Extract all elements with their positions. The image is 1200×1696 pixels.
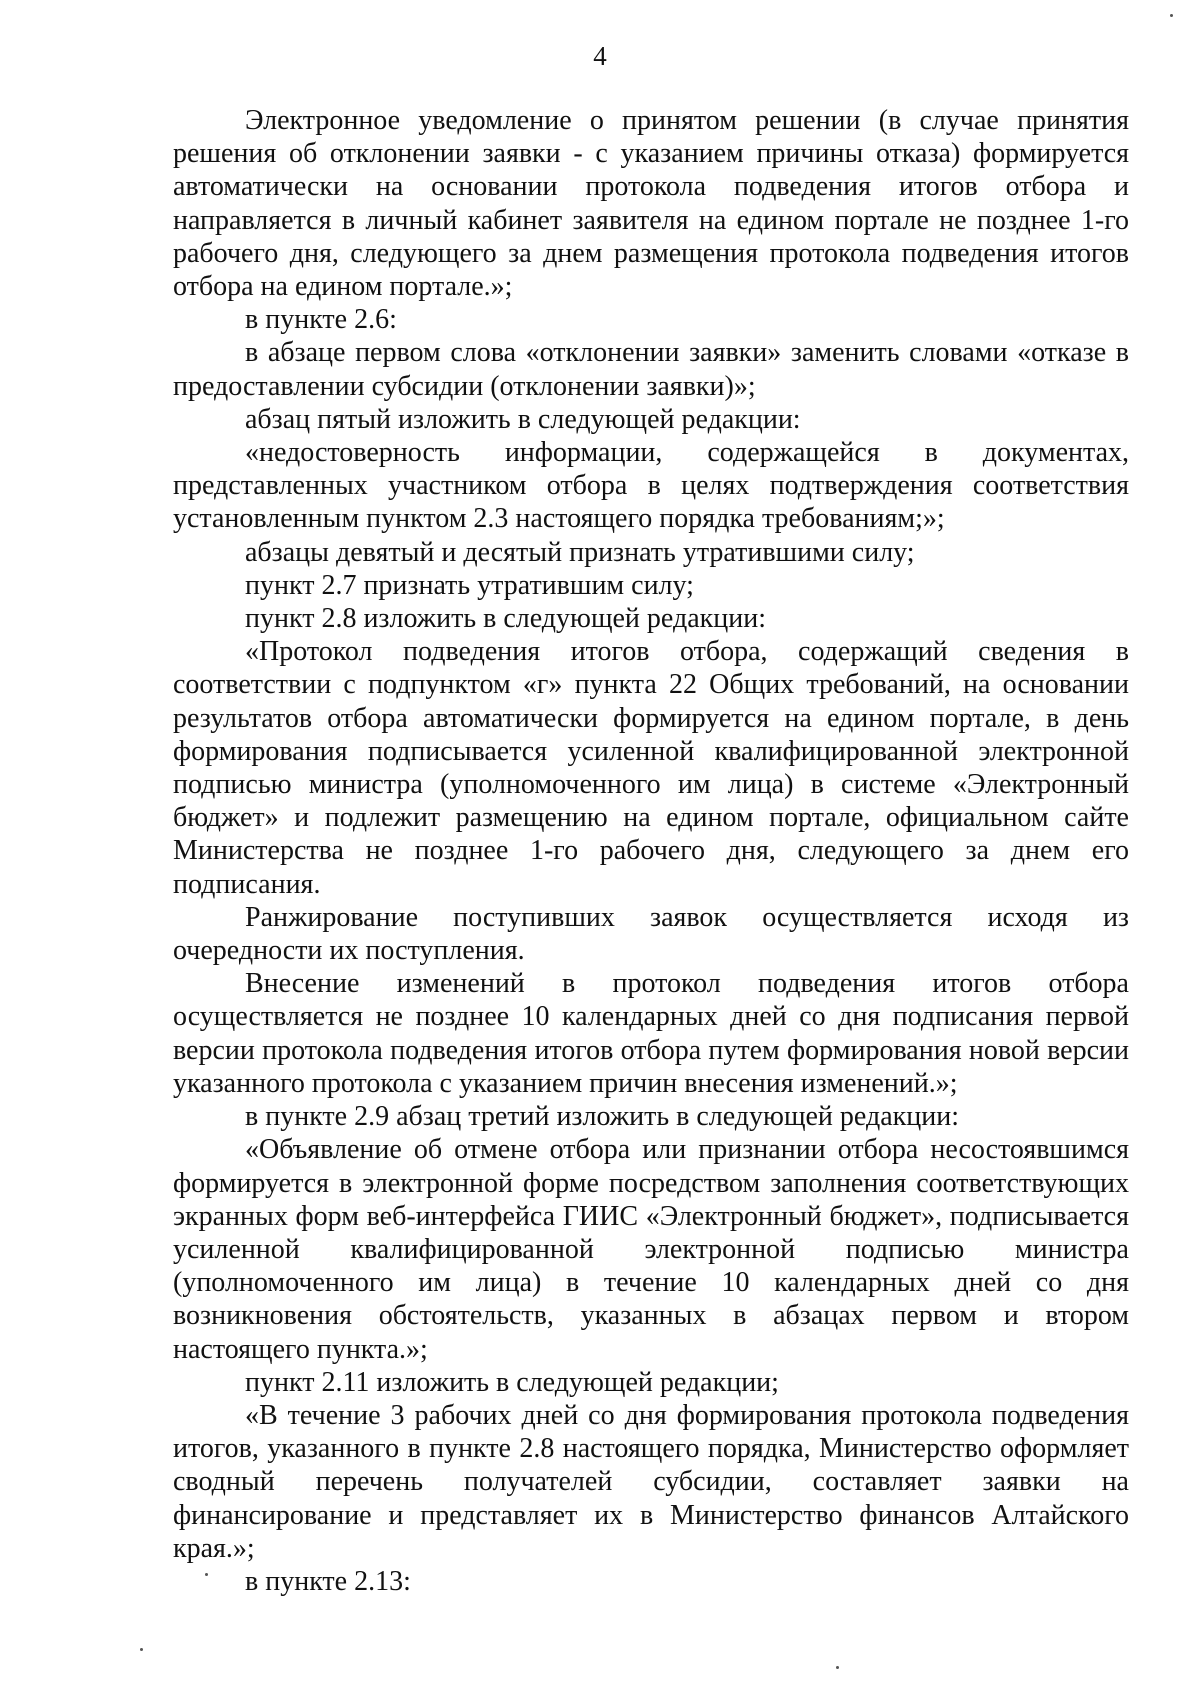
paragraph-unreliability: «недостоверность информации, содержащейся в документах, представленных участником отбора в целях подтверждения соответствия установленным пунктом 2.3 настоящего порядка требованиям;»; (173, 437, 1129, 535)
paragraph-cancellation: «Объявление об отмене отбора или признании отбора несостоявшимся формируется в электронной форме посредством заполнения соответствующих экранных форм веб-интерфейса ГИИС «Электронный бюджет», подписывается усиленной квалифицированной электронной подписью министра (уполномоченного им лица) в течение 10 календарных дней со дня возникновения обстоятельств, указанных в абзацах первом и втором настоящего пункта.»; (173, 1134, 1129, 1365)
paragraph-ranking: Ранжирование поступивших заявок осуществляется исходя из очередности их поступления. (173, 901, 1129, 967)
paragraph-three-days: «В течение 3 рабочих дней со дня формирования протокола подведения итогов, указанного в пункте 2.8 настоящего порядка, Министерство оформляет сводный перечень получателей субсидии, составляет заявки на финансирование и представляет их в Министерство финансов Алтайского края.»; (173, 1399, 1129, 1564)
page-number: 4 (593, 41, 607, 71)
paragraph-point-2-6: в пункте 2.6: (245, 304, 397, 336)
scan-speck (1170, 14, 1173, 17)
scan-speck (836, 1666, 839, 1669)
paragraph-point-2-13: в пункте 2.13: (245, 1565, 411, 1597)
scan-speck (140, 1648, 143, 1651)
paragraph-fifth-abzac: абзац пятый изложить в следующей редакции: (245, 403, 801, 435)
paragraph-ninth-tenth: абзацы девятый и десятый признать утратившими силу; (245, 536, 915, 568)
paragraph-protocol: «Протокол подведения итогов отбора, содержащий сведения в соответствии с подпунктом «г» пункта 22 Общих требований, на основании результатов отбора автоматически формируется на едином портале, в день формирования подписывается усиленной квалифицированной электронной подписью министра (уполномоченного им лица) в системе «Электронный бюджет» и подлежит размещению на едином портале, официальном сайте Министерства не позднее 1-го рабочего дня, следующего за днем его подписания. (173, 636, 1129, 900)
paragraph-point-2-8: пункт 2.8 изложить в следующей редакции: (245, 603, 766, 635)
paragraph-first-abzac: в абзаце первом слова «отклонении заявки» заменить словами «отказе в предоставлении субсидии (отклонении заявки)»; (173, 337, 1129, 402)
paragraph-point-2-11: пункт 2.11 изложить в следующей редакции; (245, 1366, 779, 1398)
paragraph-point-2-7: пункт 2.7 признать утратившим силу; (245, 569, 694, 601)
paragraph-changes: Внесение изменений в протокол подведения итогов отбора осуществляется не позднее 10 календарных дней со дня подписания первой версии протокола подведения итогов отбора путем формирования новой версии указанного протокола с указанием причин внесения изменений.»; (173, 968, 1129, 1099)
paragraph-notification: Электронное уведомление о принятом решении (в случае принятия решения об отклонении заявки - с указанием причины отказа) формируется автоматически на основании протокола подведения итогов отбора и направляется в личный кабинет заявителя на едином портале не позднее 1-го рабочего дня, следующего за днем размещения протокола подведения итогов отбора на едином портале.»; (173, 105, 1129, 303)
document-body (173, 104, 1129, 1598)
scan-speck (205, 1573, 208, 1576)
paragraph-point-2-9: в пункте 2.9 абзац третий изложить в следующей редакции: (245, 1101, 959, 1133)
